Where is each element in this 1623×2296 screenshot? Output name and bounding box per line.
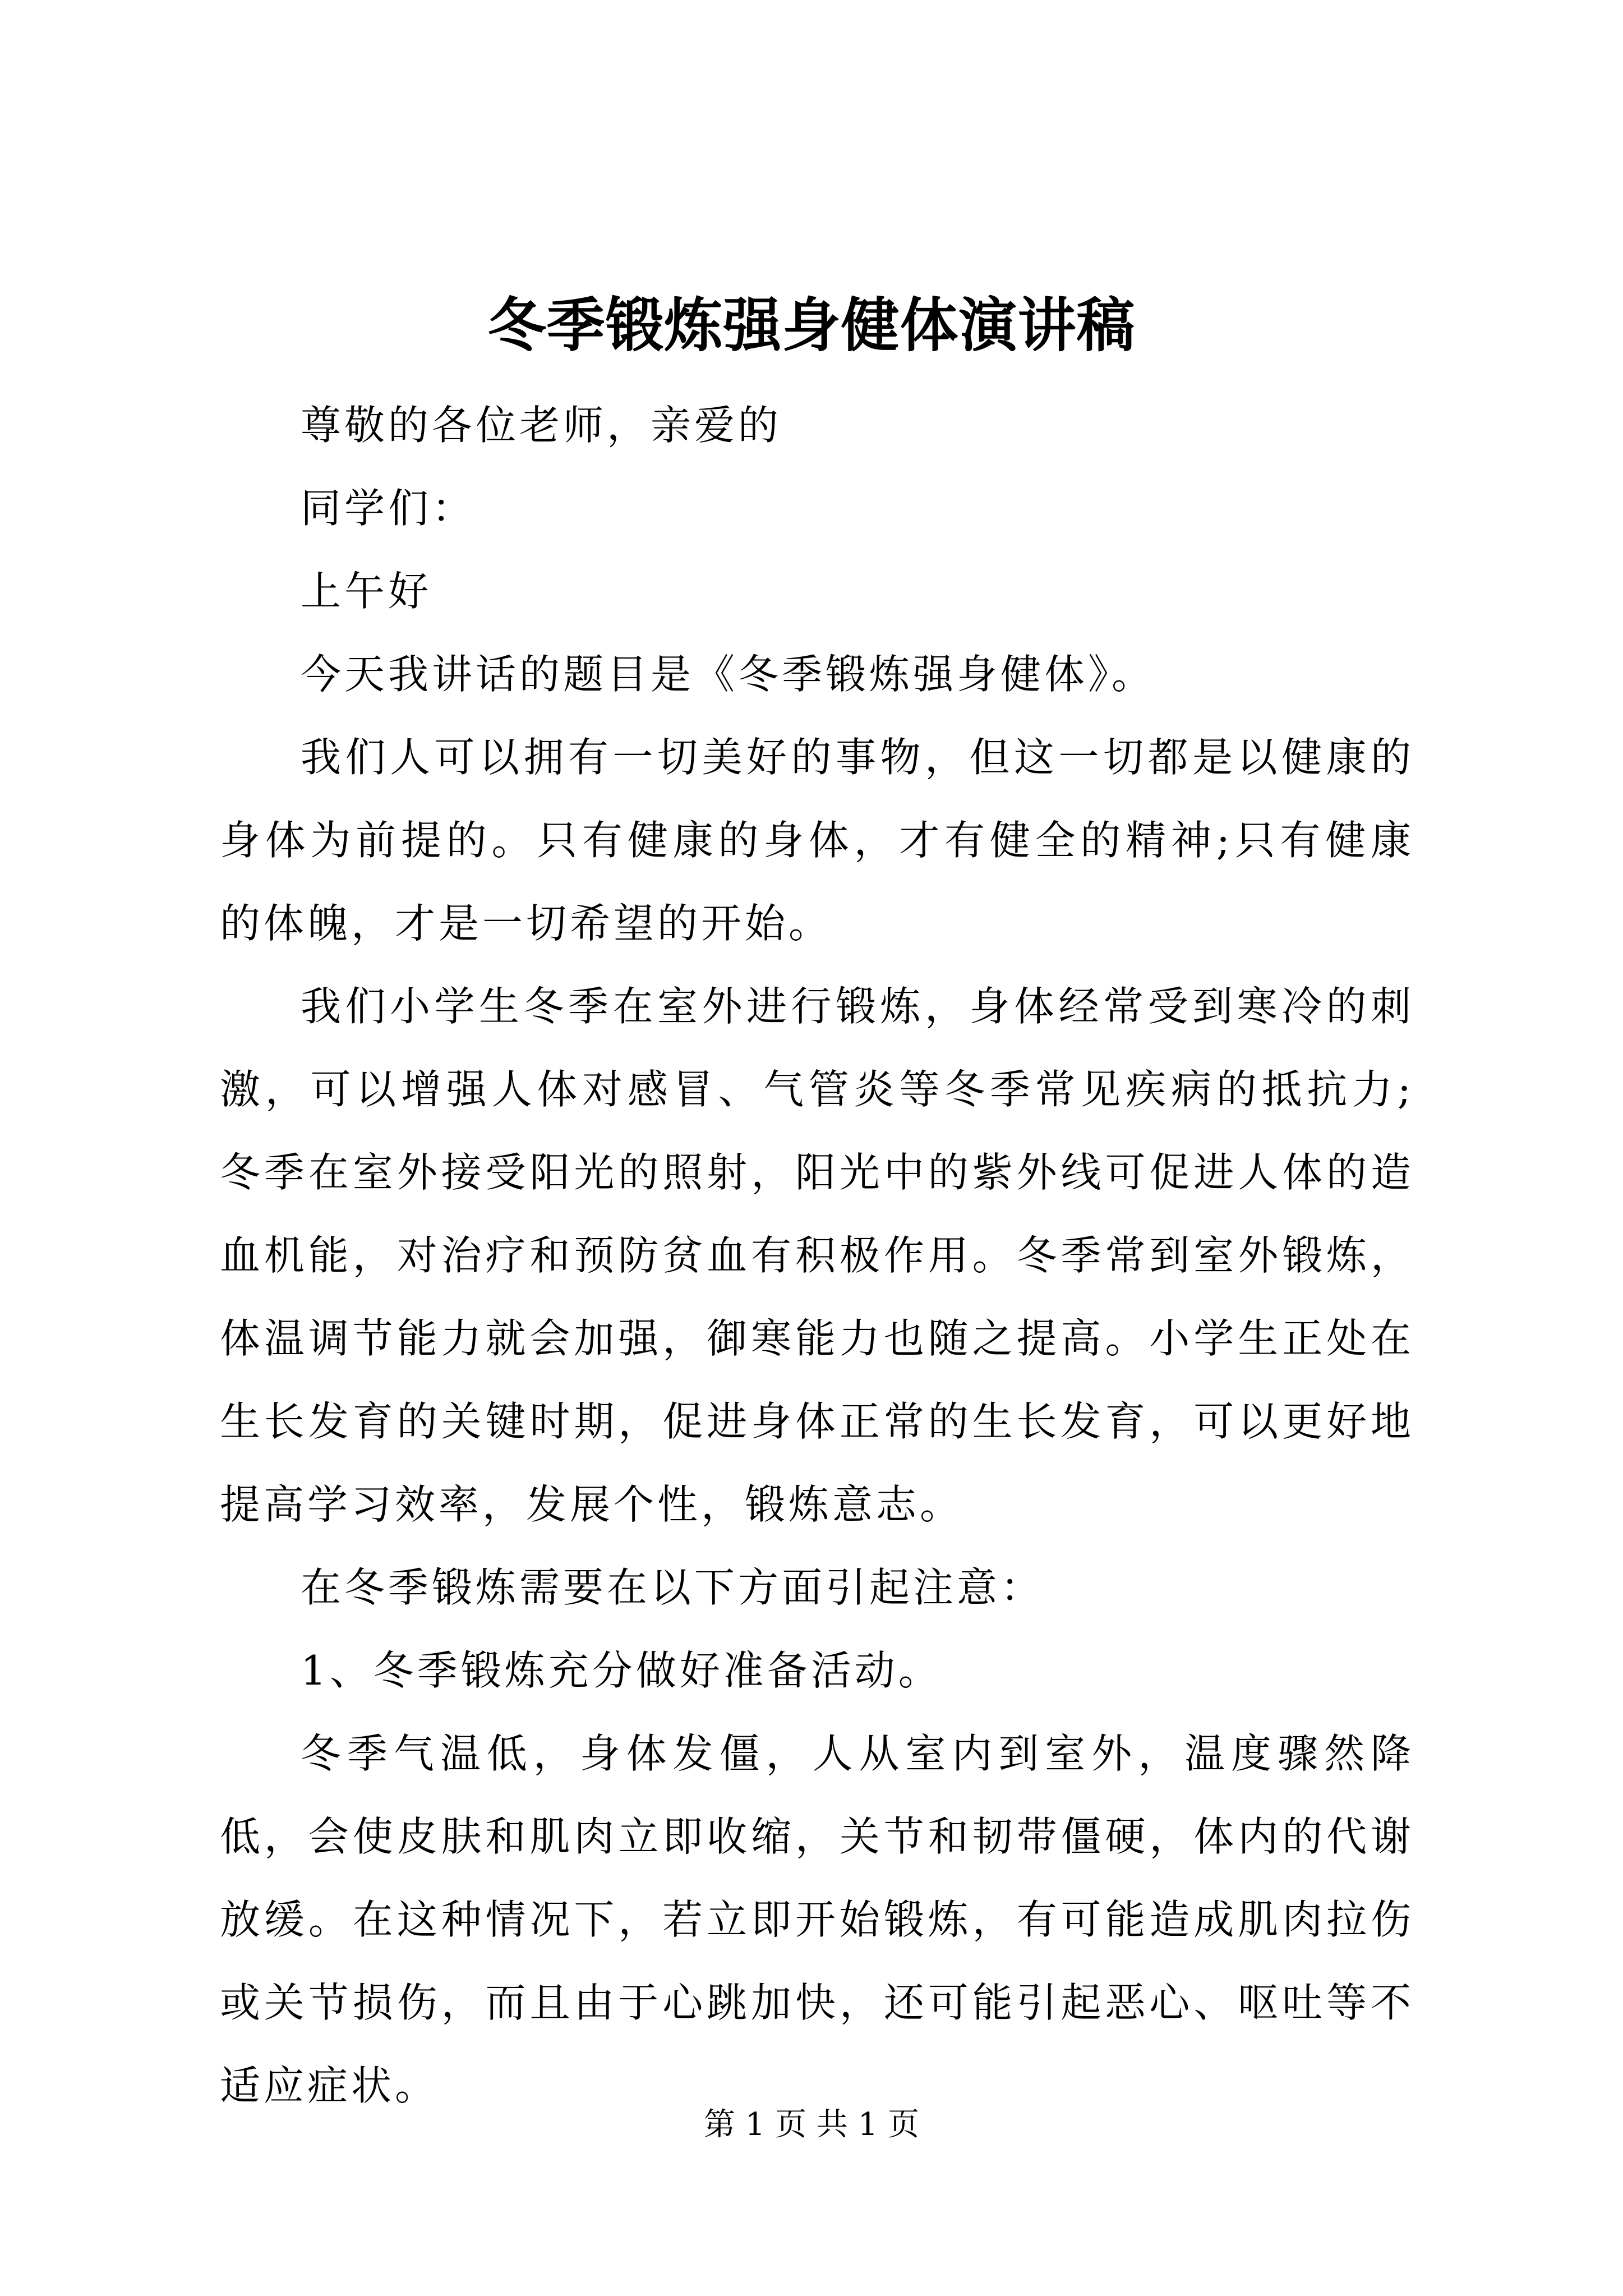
paragraph-point-1: 1、冬季锻炼充分做好准备活动。: [301, 1647, 942, 1694]
page-footer: 第 1 页 共 1 页: [703, 2106, 920, 2143]
paragraph-salutation: 尊敬的各位老师，亲爱的: [301, 402, 782, 449]
paragraph-greeting: 上午好: [301, 568, 432, 615]
paragraph-warmup: 冬季气温低，身体发僵，人从室内到室外，温度骤然降低，会使皮肤和肌肉立即收缩，关节和韧带僵硬，体内的代谢放缓。在这种情况下，若立即开始锻炼，有可能造成肌肉拉伤或关节损伤，而且由于心跳加快，还可能引起恶心、呕吐等不适应症状。: [220, 1730, 1414, 2109]
paragraph-audience: 同学们：: [301, 485, 476, 532]
document-title: 冬季锻炼强身健体演讲稿: [487, 291, 1136, 360]
paragraph-notice-intro: 在冬季锻炼需要在以下方面引起注意：: [301, 1564, 1045, 1611]
paragraph-topic: 今天我讲话的题目是《冬季锻炼强身健体》。: [301, 651, 1156, 698]
paragraph-health: 我们人可以拥有一切美好的事物，但这一切都是以健康的身体为前提的。只有健康的身体，才有健全的精神;只有健康的体魄，才是一切希望的开始。: [220, 734, 1414, 947]
document-body: [220, 384, 1414, 2127]
paragraph-benefits: 我们小学生冬季在室外进行锻炼，身体经常受到寒冷的刺激，可以增强人体对感冒、气管炎等冬季常见疾病的抵抗力;冬季在室外接受阳光的照射，阳光中的紫外线可促进人体的造血机能，对治疗和预防贫血有积极作用。冬季常到室外锻炼，体温调节能力就会加强，御寒能力也随之提高。小学生正处在生长发育的关键时期，促进身体正常的生长发育，可以更好地提高学习效率，发展个性，锻炼意志。: [220, 983, 1414, 1528]
